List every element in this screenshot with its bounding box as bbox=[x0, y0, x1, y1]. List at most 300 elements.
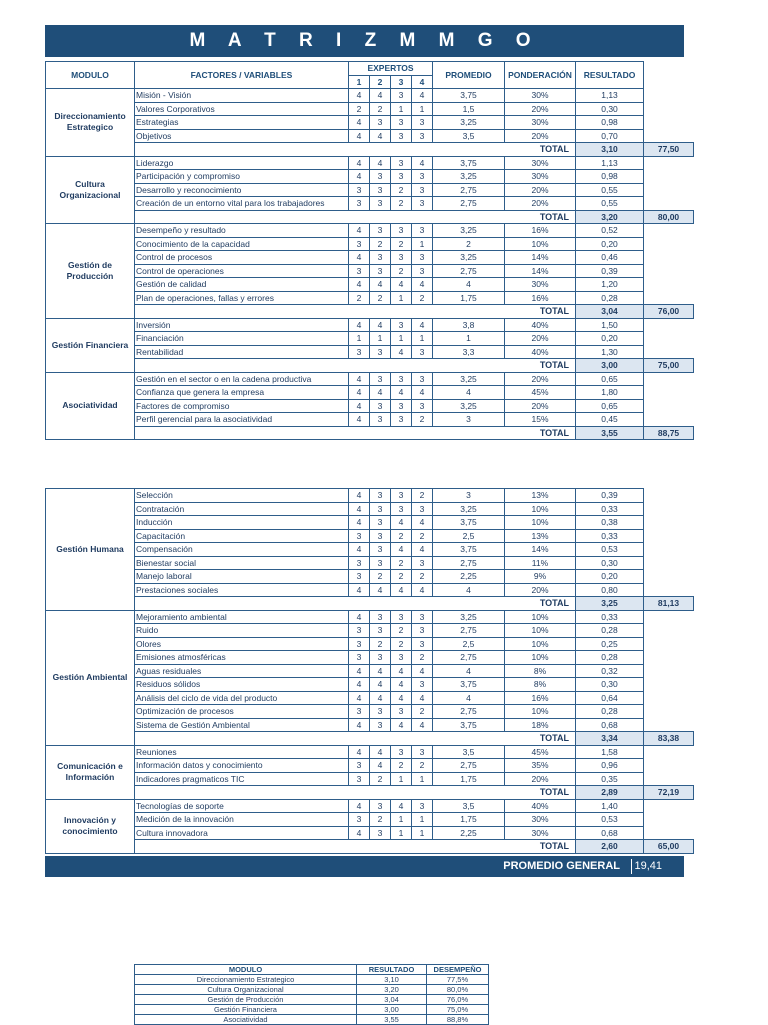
factor-row bbox=[46, 799, 694, 813]
ponderacion-value: 45% bbox=[505, 745, 576, 759]
blank-cell bbox=[644, 556, 694, 570]
expert-1-score: 3 bbox=[349, 624, 370, 638]
blank-cell bbox=[644, 570, 694, 584]
promedio-value: 4 bbox=[433, 664, 505, 678]
blank-cell bbox=[644, 89, 694, 103]
expert-4-score: 2 bbox=[412, 413, 433, 427]
total-percent: 72,19 bbox=[644, 786, 694, 800]
blank-cell bbox=[644, 183, 694, 197]
expert-1-score: 4 bbox=[349, 413, 370, 427]
ponderacion-value: 16% bbox=[505, 291, 576, 305]
resultado-value: 0,53 bbox=[576, 543, 644, 557]
resultado-value: 0,98 bbox=[576, 116, 644, 130]
factor-name: Gestión en el sector o en la cadena productiva bbox=[135, 372, 349, 386]
expert-2-score: 3 bbox=[370, 705, 391, 719]
resultado-value: 0,80 bbox=[576, 583, 644, 597]
expert-2-score: 3 bbox=[370, 489, 391, 503]
promedio-value: 3,75 bbox=[433, 89, 505, 103]
promedio-value: 3 bbox=[433, 489, 505, 503]
resultado-value: 0,52 bbox=[576, 224, 644, 238]
ponderacion-value: 30% bbox=[505, 278, 576, 292]
resultado-value: 0,55 bbox=[576, 183, 644, 197]
header-expert-3: 3 bbox=[391, 75, 412, 89]
promedio-value: 3,5 bbox=[433, 129, 505, 143]
ponderacion-value: 10% bbox=[505, 610, 576, 624]
blank-cell bbox=[644, 318, 694, 332]
resultado-value: 0,53 bbox=[576, 813, 644, 827]
expert-3-score: 2 bbox=[391, 237, 412, 251]
expert-3-score: 1 bbox=[391, 813, 412, 827]
ponderacion-value: 10% bbox=[505, 705, 576, 719]
blank-cell bbox=[644, 624, 694, 638]
ponderacion-value: 30% bbox=[505, 89, 576, 103]
factor-name: Gestión de calidad bbox=[135, 278, 349, 292]
resultado-value: 0,65 bbox=[576, 399, 644, 413]
summary-resultado: 3,04 bbox=[357, 995, 427, 1005]
module-name: Gestión Humana bbox=[46, 489, 135, 611]
factor-name: Inversión bbox=[135, 318, 349, 332]
ponderacion-value: 16% bbox=[505, 691, 576, 705]
summary-header-resultado: RESULTADO bbox=[357, 965, 427, 975]
blank-cell bbox=[644, 678, 694, 692]
expert-3-score: 3 bbox=[391, 156, 412, 170]
ponderacion-value: 20% bbox=[505, 583, 576, 597]
resultado-value: 0,46 bbox=[576, 251, 644, 265]
blank-cell bbox=[644, 651, 694, 665]
expert-4-score: 3 bbox=[412, 183, 433, 197]
expert-1-score: 3 bbox=[349, 570, 370, 584]
factor-row bbox=[46, 413, 694, 427]
resultado-value: 0,38 bbox=[576, 516, 644, 530]
expert-4-score: 3 bbox=[412, 624, 433, 638]
promedio-value: 3,25 bbox=[433, 372, 505, 386]
total-percent: 76,00 bbox=[644, 305, 694, 319]
promedio-value: 4 bbox=[433, 278, 505, 292]
resultado-value: 0,30 bbox=[576, 556, 644, 570]
blank-cell bbox=[644, 399, 694, 413]
summary-desempeno: 75,0% bbox=[427, 1005, 489, 1015]
promedio-value: 3,25 bbox=[433, 610, 505, 624]
expert-4-score: 4 bbox=[412, 718, 433, 732]
blank-cell bbox=[644, 705, 694, 719]
factor-row bbox=[46, 237, 694, 251]
expert-1-score: 4 bbox=[349, 745, 370, 759]
expert-3-score: 1 bbox=[391, 826, 412, 840]
factor-row bbox=[46, 718, 694, 732]
promedio-value: 3,75 bbox=[433, 718, 505, 732]
expert-1-score: 3 bbox=[349, 237, 370, 251]
expert-3-score: 3 bbox=[391, 502, 412, 516]
promedio-value: 2,75 bbox=[433, 651, 505, 665]
blank-cell bbox=[644, 332, 694, 346]
expert-4-score: 3 bbox=[412, 251, 433, 265]
expert-4-score: 3 bbox=[412, 610, 433, 624]
matrix-table-part-2 bbox=[45, 488, 685, 854]
expert-1-score: 4 bbox=[349, 386, 370, 400]
expert-4-score: 3 bbox=[412, 264, 433, 278]
total-percent: 65,00 bbox=[644, 840, 694, 854]
promedio-general-bar bbox=[45, 856, 684, 877]
resultado-value: 0,45 bbox=[576, 413, 644, 427]
resultado-value: 0,25 bbox=[576, 637, 644, 651]
expert-1-score: 3 bbox=[349, 813, 370, 827]
header-expertos: EXPERTOS bbox=[349, 62, 433, 76]
expert-3-score: 3 bbox=[391, 610, 412, 624]
summary-desempeno: 88,8% bbox=[427, 1015, 489, 1025]
expert-4-score: 3 bbox=[412, 129, 433, 143]
expert-3-score: 3 bbox=[391, 372, 412, 386]
module-name: Asociatividad bbox=[46, 372, 135, 440]
expert-4-score: 2 bbox=[412, 651, 433, 665]
factor-row bbox=[46, 183, 694, 197]
expert-1-score: 1 bbox=[349, 332, 370, 346]
promedio-value: 1,75 bbox=[433, 813, 505, 827]
header-modulo: MODULO bbox=[46, 62, 135, 89]
expert-2-score: 3 bbox=[370, 372, 391, 386]
expert-3-score: 3 bbox=[391, 224, 412, 238]
total-row bbox=[46, 359, 694, 373]
resultado-value: 0,28 bbox=[576, 291, 644, 305]
promedio-value: 2 bbox=[433, 237, 505, 251]
expert-4-score: 4 bbox=[412, 516, 433, 530]
expert-4-score: 1 bbox=[412, 813, 433, 827]
expert-1-score: 4 bbox=[349, 489, 370, 503]
promedio-value: 3,25 bbox=[433, 399, 505, 413]
expert-1-score: 4 bbox=[349, 89, 370, 103]
expert-4-score: 4 bbox=[412, 583, 433, 597]
blank-cell bbox=[644, 502, 694, 516]
expert-2-score: 4 bbox=[370, 156, 391, 170]
total-value: 3,34 bbox=[576, 732, 644, 746]
expert-4-score: 1 bbox=[412, 237, 433, 251]
expert-2-score: 3 bbox=[370, 170, 391, 184]
promedio-value: 2,75 bbox=[433, 556, 505, 570]
total-row bbox=[46, 426, 694, 440]
blank-cell bbox=[644, 129, 694, 143]
blank-cell bbox=[644, 516, 694, 530]
expert-2-score: 1 bbox=[370, 332, 391, 346]
factor-name: Plan de operaciones, fallas y errores bbox=[135, 291, 349, 305]
expert-1-score: 4 bbox=[349, 502, 370, 516]
total-row bbox=[46, 732, 694, 746]
resultado-value: 0,28 bbox=[576, 651, 644, 665]
expert-4-score: 4 bbox=[412, 543, 433, 557]
factor-name: Misión - Visión bbox=[135, 89, 349, 103]
expert-2-score: 3 bbox=[370, 543, 391, 557]
expert-2-score: 4 bbox=[370, 691, 391, 705]
expert-3-score: 3 bbox=[391, 318, 412, 332]
blank-cell bbox=[644, 543, 694, 557]
summary-module: Asociatividad bbox=[135, 1015, 357, 1025]
resultado-value: 0,30 bbox=[576, 678, 644, 692]
factor-row bbox=[46, 502, 694, 516]
ponderacion-value: 20% bbox=[505, 129, 576, 143]
total-percent: 77,50 bbox=[644, 143, 694, 157]
total-row bbox=[46, 143, 694, 157]
expert-3-score: 4 bbox=[391, 583, 412, 597]
summary-resultado: 3,00 bbox=[357, 1005, 427, 1015]
expert-3-score: 3 bbox=[391, 745, 412, 759]
blank-cell bbox=[644, 691, 694, 705]
total-row bbox=[46, 840, 694, 854]
factor-row bbox=[46, 610, 694, 624]
factor-row bbox=[46, 332, 694, 346]
expert-2-score: 4 bbox=[370, 129, 391, 143]
promedio-value: 1,5 bbox=[433, 102, 505, 116]
summary-desempeno: 76,0% bbox=[427, 995, 489, 1005]
promedio-value: 3,25 bbox=[433, 502, 505, 516]
total-label: TOTAL bbox=[135, 597, 576, 611]
resultado-value: 1,13 bbox=[576, 156, 644, 170]
expert-2-score: 3 bbox=[370, 116, 391, 130]
expert-2-score: 4 bbox=[370, 318, 391, 332]
ponderacion-value: 35% bbox=[505, 759, 576, 773]
promedio-value: 3,25 bbox=[433, 224, 505, 238]
ponderacion-value: 10% bbox=[505, 502, 576, 516]
summary-header-desempeno: DESEMPEÑO bbox=[427, 965, 489, 975]
expert-4-score: 2 bbox=[412, 570, 433, 584]
promedio-value: 2,5 bbox=[433, 637, 505, 651]
promedio-value: 1,75 bbox=[433, 291, 505, 305]
resultado-value: 1,58 bbox=[576, 745, 644, 759]
promedio-general-value: 19,41 bbox=[634, 860, 662, 872]
expert-4-score: 2 bbox=[412, 705, 433, 719]
summary-desempeno: 80,0% bbox=[427, 985, 489, 995]
promedio-value: 3,75 bbox=[433, 516, 505, 530]
ponderacion-value: 18% bbox=[505, 718, 576, 732]
expert-1-score: 4 bbox=[349, 678, 370, 692]
factor-name: Inducción bbox=[135, 516, 349, 530]
factor-name: Medición de la innovación bbox=[135, 813, 349, 827]
factor-row bbox=[46, 813, 694, 827]
factor-name: Reuniones bbox=[135, 745, 349, 759]
factor-row bbox=[46, 129, 694, 143]
promedio-value: 4 bbox=[433, 386, 505, 400]
expert-4-score: 3 bbox=[412, 556, 433, 570]
expert-3-score: 4 bbox=[391, 543, 412, 557]
factor-row bbox=[46, 583, 694, 597]
expert-2-score: 4 bbox=[370, 664, 391, 678]
header-expert-4: 4 bbox=[412, 75, 433, 89]
expert-2-score: 3 bbox=[370, 413, 391, 427]
factor-row bbox=[46, 556, 694, 570]
factor-name: Perfil gerencial para la asociatividad bbox=[135, 413, 349, 427]
expert-3-score: 3 bbox=[391, 89, 412, 103]
expert-4-score: 3 bbox=[412, 745, 433, 759]
factor-name: Capacitación bbox=[135, 529, 349, 543]
module-name: Gestión de Producción bbox=[46, 224, 135, 319]
expert-1-score: 4 bbox=[349, 251, 370, 265]
factor-row bbox=[46, 624, 694, 638]
blank-cell bbox=[644, 237, 694, 251]
factor-name: Optimización de procesos bbox=[135, 705, 349, 719]
expert-3-score: 4 bbox=[391, 799, 412, 813]
ponderacion-value: 40% bbox=[505, 799, 576, 813]
summary-desempeno: 77,5% bbox=[427, 975, 489, 985]
ponderacion-value: 8% bbox=[505, 678, 576, 692]
expert-2-score: 3 bbox=[370, 556, 391, 570]
blank-cell bbox=[644, 264, 694, 278]
expert-4-score: 3 bbox=[412, 345, 433, 359]
summary-module: Gestión de Producción bbox=[135, 995, 357, 1005]
promedio-value: 4 bbox=[433, 583, 505, 597]
promedio-value: 3 bbox=[433, 413, 505, 427]
blank-cell bbox=[644, 251, 694, 265]
factor-name: Información datos y conocimiento bbox=[135, 759, 349, 773]
factor-row bbox=[46, 637, 694, 651]
summary-row bbox=[135, 985, 489, 995]
expert-3-score: 2 bbox=[391, 759, 412, 773]
resultado-value: 0,20 bbox=[576, 237, 644, 251]
factor-name: Bienestar social bbox=[135, 556, 349, 570]
promedio-general-divider bbox=[631, 859, 632, 874]
expert-2-score: 2 bbox=[370, 102, 391, 116]
promedio-value: 3,25 bbox=[433, 251, 505, 265]
ponderacion-value: 8% bbox=[505, 664, 576, 678]
promedio-value: 2,75 bbox=[433, 264, 505, 278]
factor-name: Ruido bbox=[135, 624, 349, 638]
summary-module: Cultura Organizacional bbox=[135, 985, 357, 995]
expert-2-score: 2 bbox=[370, 237, 391, 251]
total-label: TOTAL bbox=[135, 426, 576, 440]
total-percent: 88,75 bbox=[644, 426, 694, 440]
expert-3-score: 2 bbox=[391, 570, 412, 584]
expert-3-score: 3 bbox=[391, 399, 412, 413]
promedio-value: 2,75 bbox=[433, 705, 505, 719]
expert-2-score: 4 bbox=[370, 583, 391, 597]
promedio-value: 2,75 bbox=[433, 759, 505, 773]
factor-name: Olores bbox=[135, 637, 349, 651]
ponderacion-value: 13% bbox=[505, 529, 576, 543]
summary-header-modulo: MODULO bbox=[135, 965, 357, 975]
promedio-value: 2,5 bbox=[433, 529, 505, 543]
expert-2-score: 3 bbox=[370, 610, 391, 624]
factor-name: Tecnologías de soporte bbox=[135, 799, 349, 813]
resultado-value: 0,39 bbox=[576, 489, 644, 503]
promedio-value: 1 bbox=[433, 332, 505, 346]
factor-name: Creación de un entorno vital para los trabajadores bbox=[135, 197, 349, 211]
expert-1-score: 3 bbox=[349, 183, 370, 197]
ponderacion-value: 9% bbox=[505, 570, 576, 584]
resultado-value: 1,80 bbox=[576, 386, 644, 400]
expert-4-score: 4 bbox=[412, 156, 433, 170]
expert-4-score: 4 bbox=[412, 664, 433, 678]
resultado-value: 0,33 bbox=[576, 529, 644, 543]
factor-name: Residuos sólidos bbox=[135, 678, 349, 692]
expert-3-score: 4 bbox=[391, 386, 412, 400]
expert-1-score: 3 bbox=[349, 772, 370, 786]
expert-1-score: 3 bbox=[349, 529, 370, 543]
resultado-value: 0,20 bbox=[576, 332, 644, 346]
resultado-value: 0,96 bbox=[576, 759, 644, 773]
expert-2-score: 3 bbox=[370, 624, 391, 638]
expert-2-score: 2 bbox=[370, 772, 391, 786]
expert-4-score: 3 bbox=[412, 170, 433, 184]
promedio-value: 3,5 bbox=[433, 799, 505, 813]
total-percent: 75,00 bbox=[644, 359, 694, 373]
expert-3-score: 2 bbox=[391, 529, 412, 543]
expert-3-score: 4 bbox=[391, 345, 412, 359]
factor-name: Estrategias bbox=[135, 116, 349, 130]
total-value: 3,10 bbox=[576, 143, 644, 157]
total-percent: 81,13 bbox=[644, 597, 694, 611]
promedio-value: 3,8 bbox=[433, 318, 505, 332]
expert-4-score: 1 bbox=[412, 332, 433, 346]
blank-cell bbox=[644, 664, 694, 678]
resultado-value: 0,70 bbox=[576, 129, 644, 143]
expert-4-score: 1 bbox=[412, 826, 433, 840]
expert-2-score: 4 bbox=[370, 678, 391, 692]
summary-resultado: 3,20 bbox=[357, 985, 427, 995]
blank-cell bbox=[644, 529, 694, 543]
expert-2-score: 2 bbox=[370, 291, 391, 305]
factor-row bbox=[46, 372, 694, 386]
total-label: TOTAL bbox=[135, 840, 576, 854]
expert-4-score: 4 bbox=[412, 89, 433, 103]
resultado-value: 1,13 bbox=[576, 89, 644, 103]
ponderacion-value: 40% bbox=[505, 318, 576, 332]
expert-2-score: 3 bbox=[370, 399, 391, 413]
expert-1-score: 3 bbox=[349, 705, 370, 719]
expert-2-score: 3 bbox=[370, 718, 391, 732]
factor-row bbox=[46, 516, 694, 530]
expert-3-score: 3 bbox=[391, 705, 412, 719]
summary-module: Gestión Financiera bbox=[135, 1005, 357, 1015]
blank-cell bbox=[644, 718, 694, 732]
expert-4-score: 2 bbox=[412, 291, 433, 305]
expert-1-score: 4 bbox=[349, 372, 370, 386]
blank-cell bbox=[644, 156, 694, 170]
expert-3-score: 4 bbox=[391, 718, 412, 732]
expert-1-score: 4 bbox=[349, 278, 370, 292]
promedio-value: 3,25 bbox=[433, 170, 505, 184]
expert-3-score: 2 bbox=[391, 183, 412, 197]
module-name: Innovación y conocimiento bbox=[46, 799, 135, 853]
factor-name: Selección bbox=[135, 489, 349, 503]
ponderacion-value: 11% bbox=[505, 556, 576, 570]
factor-name: Sistema de Gestión Ambiental bbox=[135, 718, 349, 732]
factor-name: Prestaciones sociales bbox=[135, 583, 349, 597]
total-row bbox=[46, 597, 694, 611]
promedio-value: 3,25 bbox=[433, 116, 505, 130]
resultado-value: 1,40 bbox=[576, 799, 644, 813]
factor-row bbox=[46, 664, 694, 678]
expert-4-score: 3 bbox=[412, 678, 433, 692]
ponderacion-value: 40% bbox=[505, 345, 576, 359]
factor-name: Desarrollo y reconocimiento bbox=[135, 183, 349, 197]
summary-resultado: 3,10 bbox=[357, 975, 427, 985]
expert-3-score: 3 bbox=[391, 170, 412, 184]
ponderacion-value: 20% bbox=[505, 399, 576, 413]
module-name: Cultura Organizacional bbox=[46, 156, 135, 224]
blank-cell bbox=[644, 116, 694, 130]
expert-3-score: 2 bbox=[391, 264, 412, 278]
blank-cell bbox=[644, 197, 694, 211]
factor-row bbox=[46, 224, 694, 238]
total-label: TOTAL bbox=[135, 732, 576, 746]
factor-row bbox=[46, 251, 694, 265]
expert-3-score: 2 bbox=[391, 556, 412, 570]
expert-4-score: 2 bbox=[412, 489, 433, 503]
factor-name: Financiación bbox=[135, 332, 349, 346]
factor-row bbox=[46, 116, 694, 130]
resultado-value: 0,64 bbox=[576, 691, 644, 705]
blank-cell bbox=[644, 799, 694, 813]
resultado-value: 0,98 bbox=[576, 170, 644, 184]
resultado-value: 0,65 bbox=[576, 372, 644, 386]
expert-4-score: 4 bbox=[412, 386, 433, 400]
factor-row bbox=[46, 156, 694, 170]
